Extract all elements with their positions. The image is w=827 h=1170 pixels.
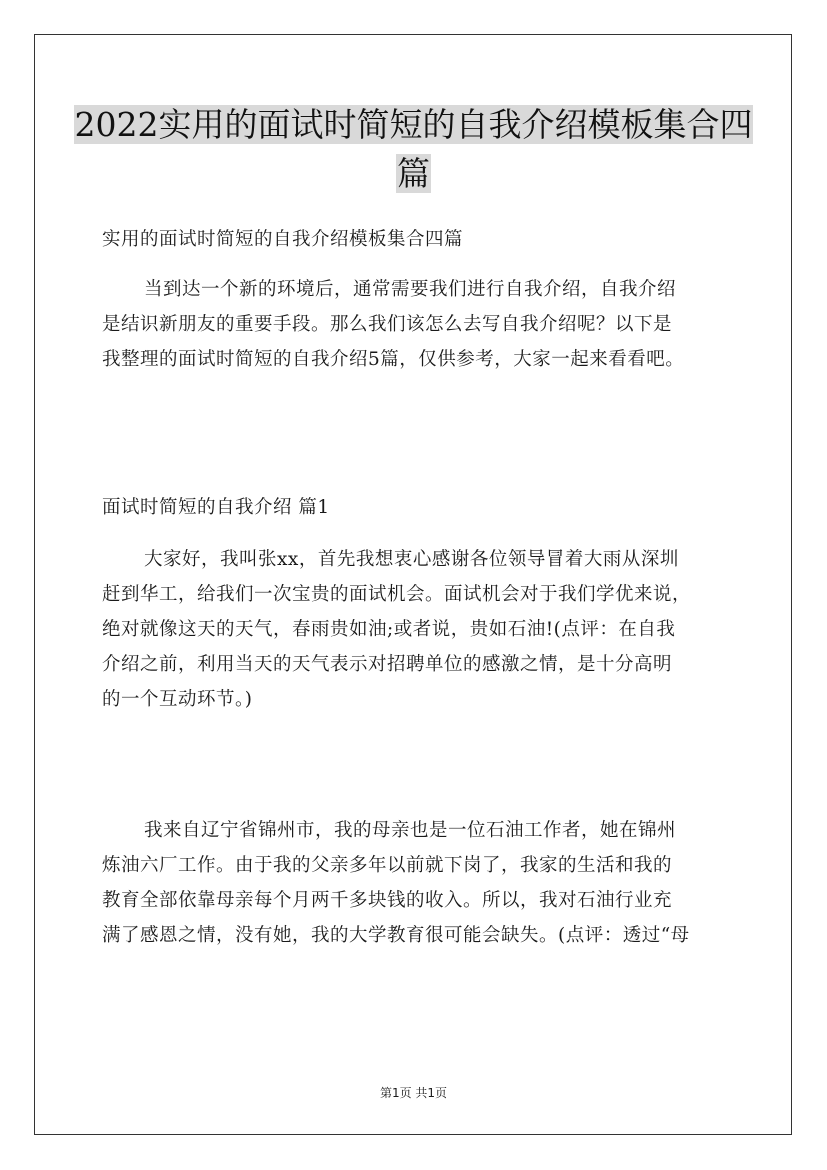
document-subtitle: 实用的面试时简短的自我介绍模板集合四篇: [102, 229, 464, 250]
paragraph-line: 我来自辽宁省锦州市，我的母亲也是一位石油工作者，她在锦州: [144, 820, 677, 841]
document-title: [60, 100, 767, 198]
body-paragraph-1: [102, 542, 742, 717]
intro-line: 是结识新朋友的重要手段。那么我们该怎么去写自我介绍呢？以下是: [102, 314, 673, 335]
intro-paragraph: [102, 272, 742, 377]
body-paragraph-2: [102, 813, 742, 953]
paragraph-line: 炼油六厂工作。由于我的父亲多年以前就下岗了，我家的生活和我的: [102, 855, 673, 876]
paragraph-line: 教育全部依靠母亲每个月两千多块钱的收入。所以，我对石油行业充: [102, 890, 673, 911]
paragraph-line: 赶到华工，给我们一次宝贵的面试机会。面试机会对于我们学优来说，: [102, 584, 692, 605]
paragraph-line: 绝对就像这天的天气，春雨贵如油;或者说，贵如石油!(点评：在自我: [102, 619, 676, 640]
title-line-2: 篇: [397, 154, 430, 193]
section-heading: 面试时简短的自我介绍 篇1: [102, 497, 330, 518]
intro-line: 我整理的面试时简短的自我介绍5篇，仅供参考，大家一起来看看吧。: [102, 349, 685, 370]
intro-line: 当到达一个新的环境后，通常需要我们进行自我介绍，自我介绍: [144, 279, 677, 300]
page-footer: 第1页 共1页: [379, 1086, 448, 1100]
paragraph-line: 大家好，我叫张xx，首先我想衷心感谢各位领导冒着大雨从深圳: [144, 549, 679, 570]
paragraph-line: 的一个互动环节。): [102, 689, 253, 710]
paragraph-line: 介绍之前，利用当天的天气表示对招聘单位的感激之情，是十分高明: [102, 654, 673, 675]
paragraph-line: 满了感恩之情，没有她，我的大学教育很可能会缺失。(点评：透过“母: [102, 925, 690, 946]
title-line-1: 2022实用的面试时简短的自我介绍模板集合四: [74, 105, 753, 144]
